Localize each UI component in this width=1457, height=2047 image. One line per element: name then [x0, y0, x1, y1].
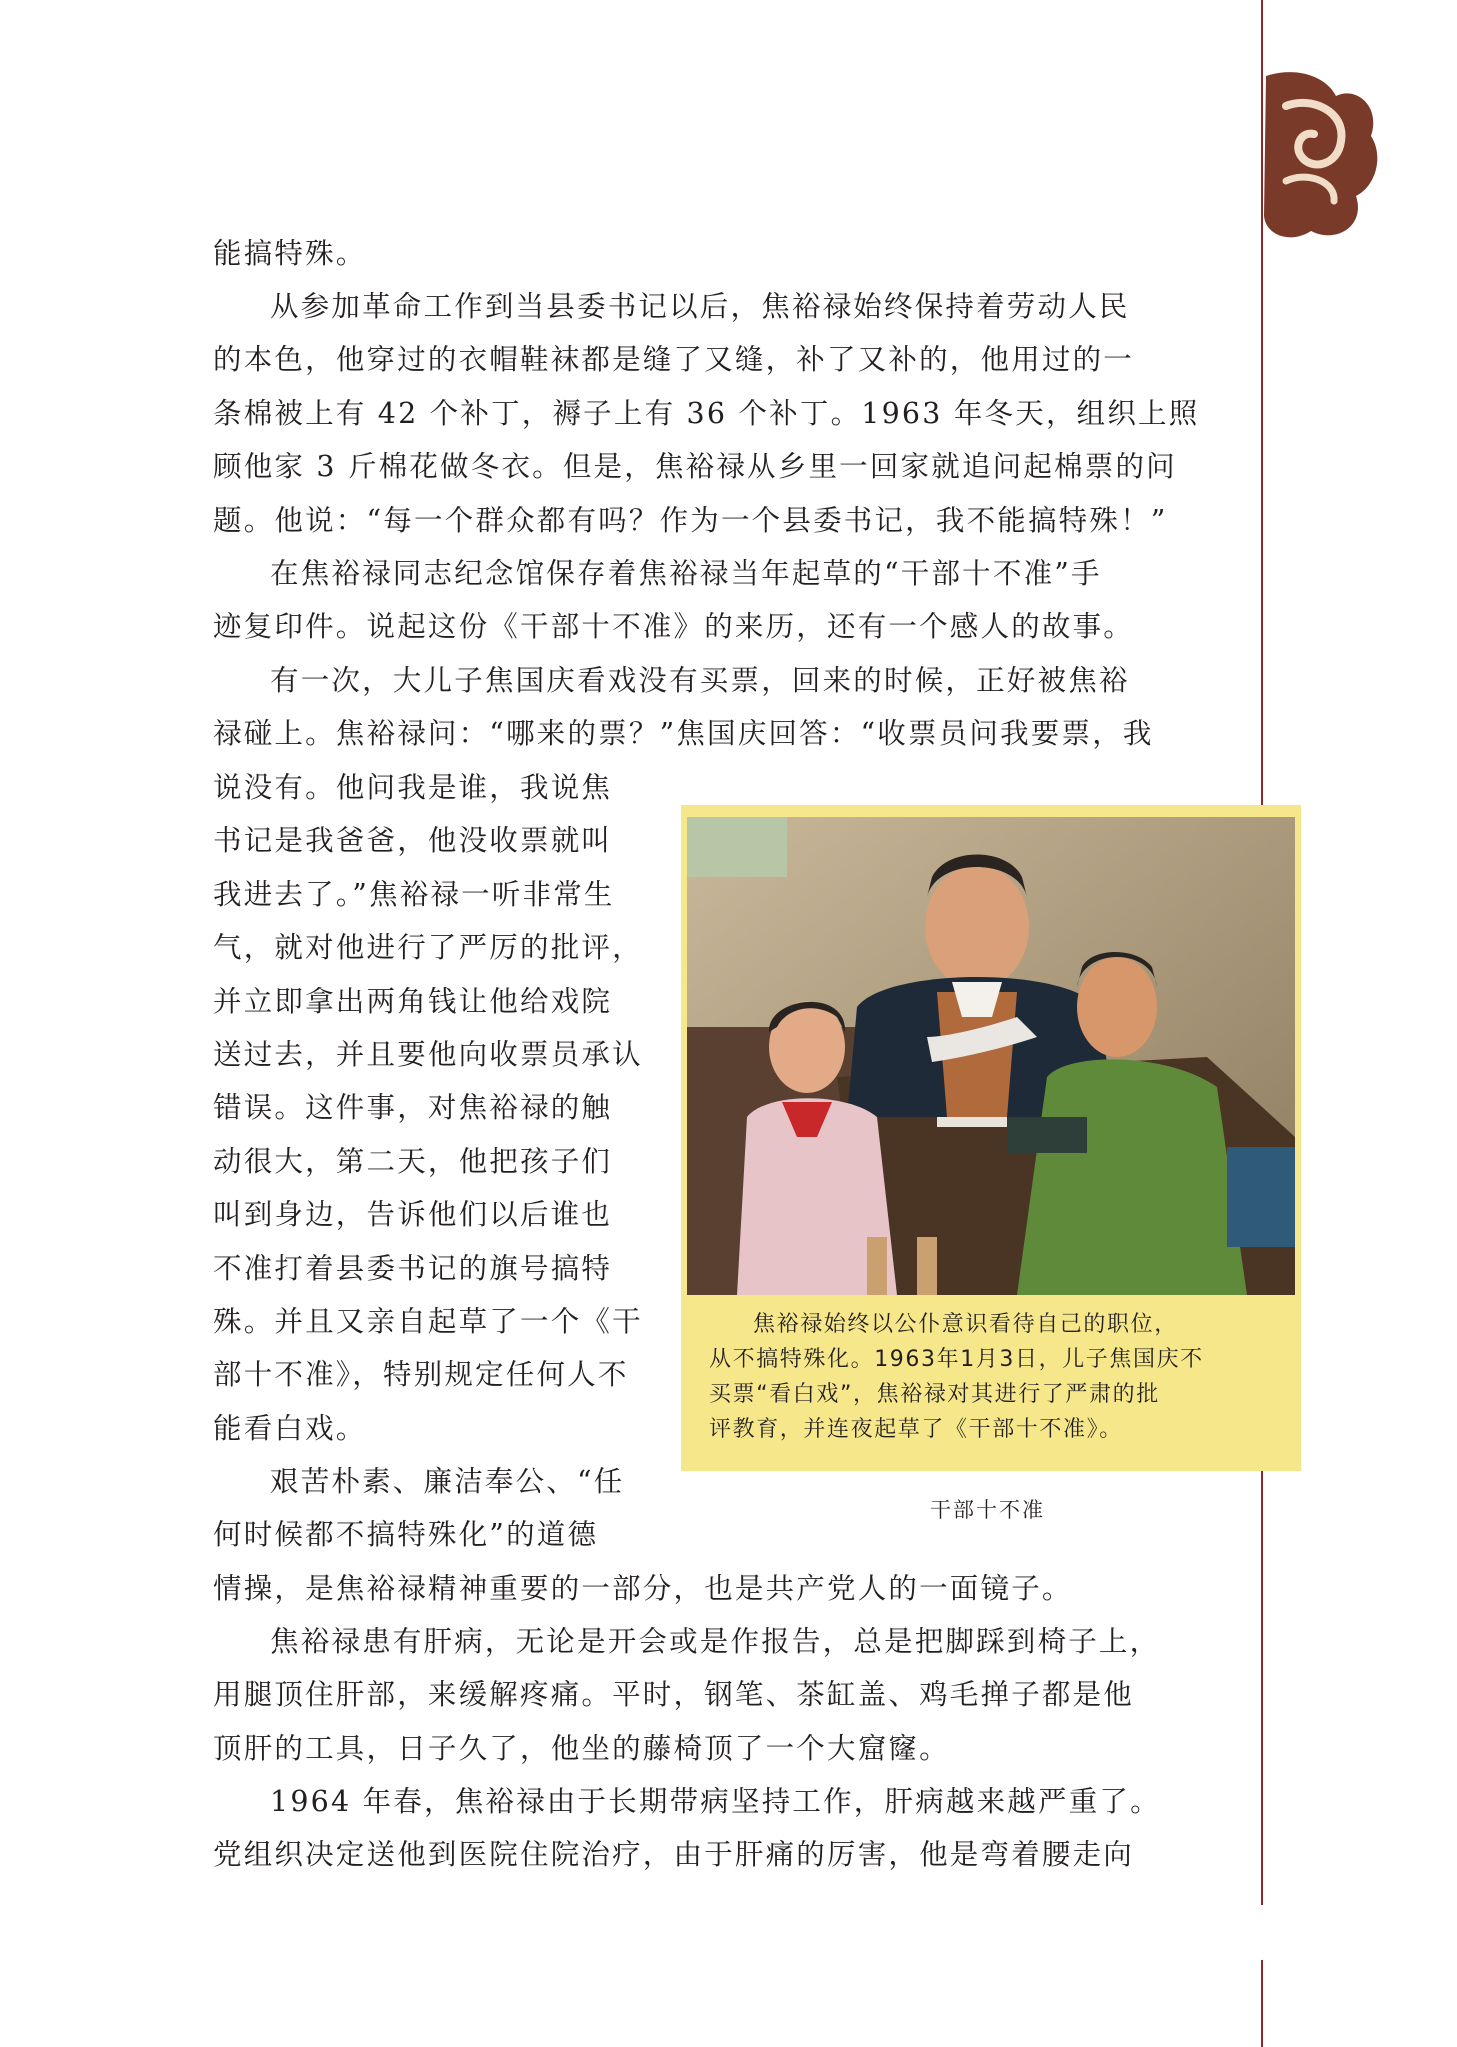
text-line: 何时候都不搞特殊化”的道德 [213, 1518, 599, 1552]
text-line: 用腿顶住肝部，来缓解疼痛。平时，钢笔、茶缸盖、鸡毛掸子都是他 [213, 1678, 1135, 1712]
text-line: 叫到身边，告诉他们以后谁也 [213, 1198, 613, 1232]
caption-line: 从不搞特殊化。1963年1月3日，儿子焦国庆不 [709, 1347, 1204, 1372]
text-line: 并立即拿出两角钱让他给戏院 [213, 984, 613, 1018]
text-line: 能看白戏。 [213, 1411, 367, 1445]
paragraph [213, 1562, 1163, 1615]
figure-box [681, 805, 1301, 1471]
text-line: 情操，是焦裕禄精神重要的一部分，也是共产党人的一面镜子。 [213, 1572, 1073, 1605]
text-line: 1964 年春，焦裕禄由于长期带病坚持工作，肝病越来越严重了。 [270, 1785, 1161, 1818]
painting-image [687, 817, 1295, 1295]
caption-line: 焦裕禄始终以公仆意识看待自己的职位， [753, 1312, 1178, 1337]
paragraph [213, 1455, 663, 1562]
text-line: 条棉被上有 42 个补丁，褥子上有 36 个补丁。1963 年冬天，组织上照 [213, 396, 1200, 430]
figure-label: 干部十不准 [930, 1498, 1045, 1522]
paragraph [213, 654, 1163, 761]
text-line: 我进去了。”焦裕禄一听非常生 [213, 877, 615, 911]
caption-line: 买票“看白戏”，焦裕禄对其进行了严肃的批 [709, 1382, 1160, 1407]
text-line: 部十不准》，特别规定任何人不 [213, 1358, 629, 1392]
text-line: 能搞特殊。 [213, 237, 367, 270]
text-line: 书记是我爸爸，他没收票就叫 [213, 824, 613, 858]
text-line: 说没有。他问我是谁，我说焦 [213, 771, 613, 804]
text-line: 艰苦朴素、廉洁奉公、“任 [270, 1465, 625, 1498]
text-line: 殊。并且又亲自起草了一个《干 [213, 1304, 643, 1338]
text-line: 顾他家 3 斤棉花做冬衣。但是，焦裕禄从乡里一回家就追问起棉票的问 [213, 450, 1177, 484]
figure-caption [709, 1307, 1281, 1447]
paragraph [213, 1615, 1163, 1775]
caption-line: 评教育，并连夜起草了《干部十不准》。 [709, 1417, 1123, 1442]
paragraph [213, 1775, 1163, 1882]
text-line: 有一次，大儿子焦国庆看戏没有买票，回来的时候，正好被焦裕 [270, 664, 1130, 697]
cloud-ornament-icon [1256, 66, 1384, 246]
text-line: 禄碰上。焦裕禄问：“哪来的票？”焦国庆回答：“收票员问我要票，我 [213, 717, 1154, 751]
text-line: 焦裕禄患有肝病，无论是开会或是作报告，总是把脚踩到椅子上， [270, 1625, 1161, 1658]
margin-rule-bottom [1261, 1960, 1263, 2047]
text-line: 在焦裕禄同志纪念馆保存着焦裕禄当年起草的“干部十不准”手 [270, 557, 1102, 590]
text-line: 从参加革命工作到当县委书记以后，焦裕禄始终保持着劳动人民 [270, 290, 1130, 323]
text-line: 的本色，他穿过的衣帽鞋袜都是缝了又缝，补了又补的，他用过的一 [213, 343, 1135, 377]
paragraph [213, 761, 663, 1455]
paragraph [213, 227, 1163, 280]
text-line: 送过去，并且要他向收票员承认 [213, 1037, 643, 1071]
text-line: 顶肝的工具，日子久了，他坐的藤椅顶了一个大窟窿。 [213, 1731, 950, 1765]
text-line: 迹复印件。说起这份《干部十不准》的来历，还有一个感人的故事。 [213, 610, 1135, 644]
text-line: 动很大，第二天，他把孩子们 [213, 1144, 613, 1178]
text-line: 错误。这件事，对焦裕禄的触 [213, 1091, 613, 1125]
paragraph [213, 547, 1163, 654]
text-line: 党组织决定送他到医院住院治疗，由于肝痛的厉害，他是弯着腰走向 [213, 1838, 1135, 1872]
paragraph [213, 280, 1200, 547]
text-line: 不准打着县委书记的旗号搞特 [213, 1251, 613, 1285]
text-line: 气，就对他进行了严厉的批评， [213, 931, 643, 965]
text-line: 题。他说：“每一个群众都有吗？作为一个县委书记，我不能搞特殊！” [213, 503, 1168, 537]
